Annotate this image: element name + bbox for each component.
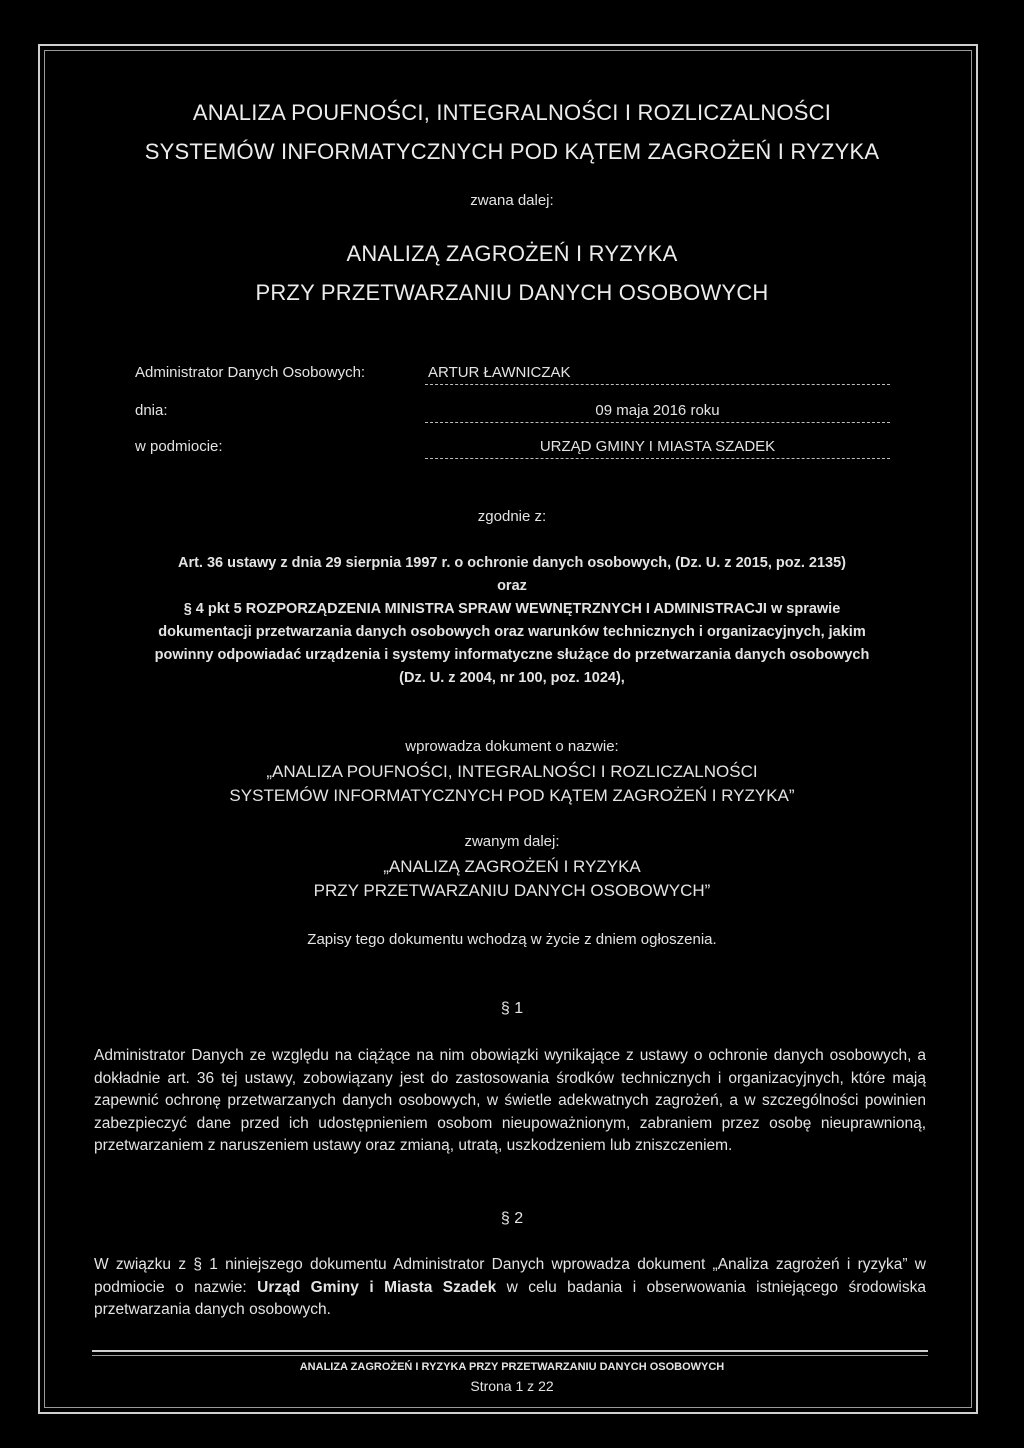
introduces-intro: wprowadza dokument o nazwie: bbox=[405, 738, 619, 755]
legal-basis-line1: Art. 36 ustawy z dnia 29 sierpnia 1997 r. o ochronie danych osobowych, (Dz. U. z 2015, poz. 2135) bbox=[177, 555, 847, 571]
legal-basis-line5: (Dz. U. z 2004, nr 100, poz. 1024), bbox=[399, 670, 625, 686]
document-short-line2: PRZY PRZETWARZANIU DANYCH OSOBOWYCH” bbox=[313, 881, 711, 900]
document-title-line1: ANALIZA POUFNOŚCI, INTEGRALNOŚCI I ROZLICZALNOŚCI bbox=[192, 100, 832, 125]
document-short-line1: „ANALIZĄ ZAGROŻEŃ I RYZYKA bbox=[383, 857, 641, 876]
called-label: zwana dalej: bbox=[470, 192, 554, 209]
document-name-line1: „ANALIZA POUFNOŚCI, INTEGRALNOŚCI I ROZLICZALNOŚCI bbox=[266, 762, 758, 781]
section-2-text-after: w celu badania i obserwowania istniejącego środowiska przetwarzania danych osobowych. bbox=[94, 1278, 926, 1318]
short-title-line2: PRZY PRZETWARZANIU DANYCH OSOBOWYCH bbox=[255, 280, 769, 305]
page-number: Strona 1 z 22 bbox=[470, 1378, 554, 1394]
entity-name-bold: Urząd Gminy i Miasta Szadek bbox=[257, 1278, 497, 1296]
legal-basis-line3: dokumentacji przetwarzania danych osobowych oraz warunków technicznych i organizacyjnych, jakim bbox=[158, 624, 866, 640]
entity-label: w podmiocie: bbox=[135, 438, 223, 455]
legal-basis-and: oraz bbox=[497, 578, 527, 594]
entity-value: URZĄD GMINY I MIASTA SZADEK bbox=[425, 438, 890, 459]
section-2-text-before: W związku z § 1 niniejszego dokumentu Administrator Danych wprowadza dokument „Analiza zagrożeń i ryzyka” w podmiocie o nazwie: bbox=[94, 1256, 926, 1296]
administrator-label: Administrator Danych Osobowych: bbox=[135, 364, 366, 381]
section-2-mark: § 2 bbox=[500, 1210, 524, 1227]
date-label: dnia: bbox=[135, 402, 168, 419]
section-1-mark: § 1 bbox=[500, 1000, 524, 1017]
short-title-line1: ANALIZĄ ZAGROŻEŃ I RYZYKA bbox=[346, 241, 678, 266]
footer-rule-thin bbox=[92, 1355, 928, 1356]
legal-basis-line2: § 4 pkt 5 ROZPORZĄDZENIA MINISTRA SPRAW WEWNĘTRZNYCH I ADMINISTRACJI w sprawie bbox=[183, 601, 841, 617]
section-1-text: Administrator Danych ze względu na ciążące na nim obowiązki wynikające z ustawy o ochronie danych osobowych, a dokładnie art. 36 tej ustawy, zobowiązany jest do zastosowania środków technicznych i organizacyjnych, które mają zapewnić ochronę przetwarzanych danych osobowych, w świetle adekwatnych zagrożeń, a w szczególności powinien zabezpieczyć dane przed ich udostępnieniem osobom nieupoważnionym, zabraniem przez osobę nieuprawnioną, przetwarzaniem z naruszeniem ustawy oraz zmianą, utratą, uszkodzeniem lub zniszczeniem. bbox=[94, 1047, 926, 1154]
section-2-text bbox=[94, 1254, 926, 1322]
footer-title: ANALIZA ZAGROŻEŃ I RYZYKA PRZY PRZETWARZANIU DANYCH OSOBOWYCH bbox=[299, 1361, 725, 1373]
document-title-line2: SYSTEMÓW INFORMATYCZNYCH POD KĄTEM ZAGROŻEŃ I RYZYKA bbox=[144, 139, 880, 164]
date-value: 09 maja 2016 roku bbox=[425, 402, 890, 423]
document-name-line2: SYSTEMÓW INFORMATYCZNYCH POD KĄTEM ZAGROŻEŃ I RYZYKA” bbox=[229, 786, 795, 805]
introduces-called: zwanym dalej: bbox=[464, 833, 560, 850]
administrator-value: ARTUR ŁAWNICZAK bbox=[425, 364, 890, 385]
footer-rule bbox=[92, 1350, 928, 1352]
legal-basis-intro: zgodnie z: bbox=[477, 508, 547, 525]
legal-basis-line4: powinny odpowiadać urządzenia i systemy informatyczne służące do przetwarzania danych osobowych bbox=[154, 647, 870, 663]
effective-date-note: Zapisy tego dokumentu wchodzą w życie z dniem ogłoszenia. bbox=[307, 931, 717, 948]
